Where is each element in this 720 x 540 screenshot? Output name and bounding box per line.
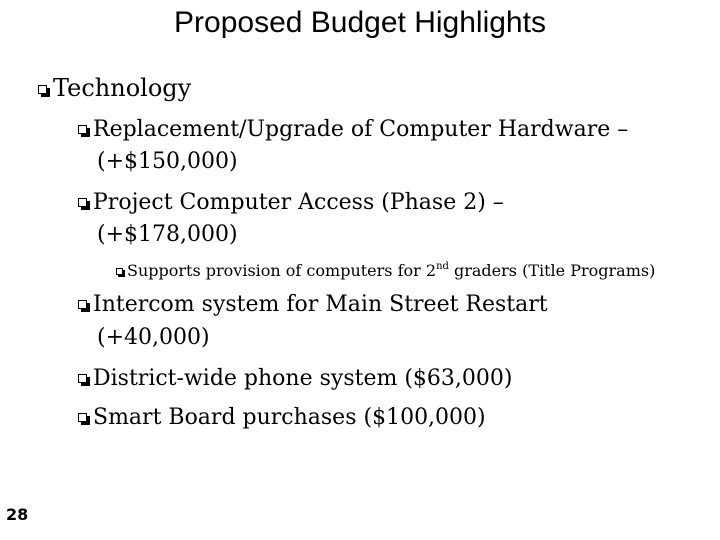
- bullet-text: Intercom system for Main Street Restart: [93, 292, 548, 317]
- superscript: nd: [436, 261, 449, 272]
- bullet-item-technology: [38, 74, 191, 102]
- page-number: 28: [6, 505, 29, 524]
- bullet-continuation: (+$178,000): [97, 222, 238, 247]
- bullet-text: Technology: [53, 74, 192, 102]
- bullet-item-intercom: [78, 292, 548, 317]
- bullet-text: Smart Board purchases ($100,000): [93, 405, 486, 430]
- square-bullet-icon: [78, 300, 90, 312]
- bullet-item-computer-access: [78, 190, 504, 215]
- bullet-item-phone-system: [78, 366, 512, 391]
- bullet-item-smart-board: [78, 405, 486, 430]
- square-bullet-icon: [78, 125, 90, 137]
- square-bullet-icon: [116, 268, 125, 277]
- bullet-text: Project Computer Access (Phase 2) –: [93, 190, 504, 215]
- bullet-text: District-wide phone system ($63,000): [93, 366, 513, 391]
- square-bullet-icon: [78, 374, 90, 386]
- bullet-item-supports: [116, 261, 655, 280]
- slide-title: Proposed Budget Highlights: [174, 6, 546, 39]
- bullet-continuation: (+$150,000): [97, 149, 238, 174]
- bullet-text-continued: graders (Title Programs): [448, 261, 656, 280]
- square-bullet-icon: [38, 85, 50, 97]
- bullet-text: Supports provision of computers for 2: [127, 261, 437, 280]
- square-bullet-icon: [78, 198, 90, 210]
- bullet-text: Replacement/Upgrade of Computer Hardware –: [93, 117, 629, 142]
- bullet-continuation: (+40,000): [97, 325, 210, 350]
- bullet-item-hardware: [78, 117, 628, 142]
- square-bullet-icon: [78, 413, 90, 425]
